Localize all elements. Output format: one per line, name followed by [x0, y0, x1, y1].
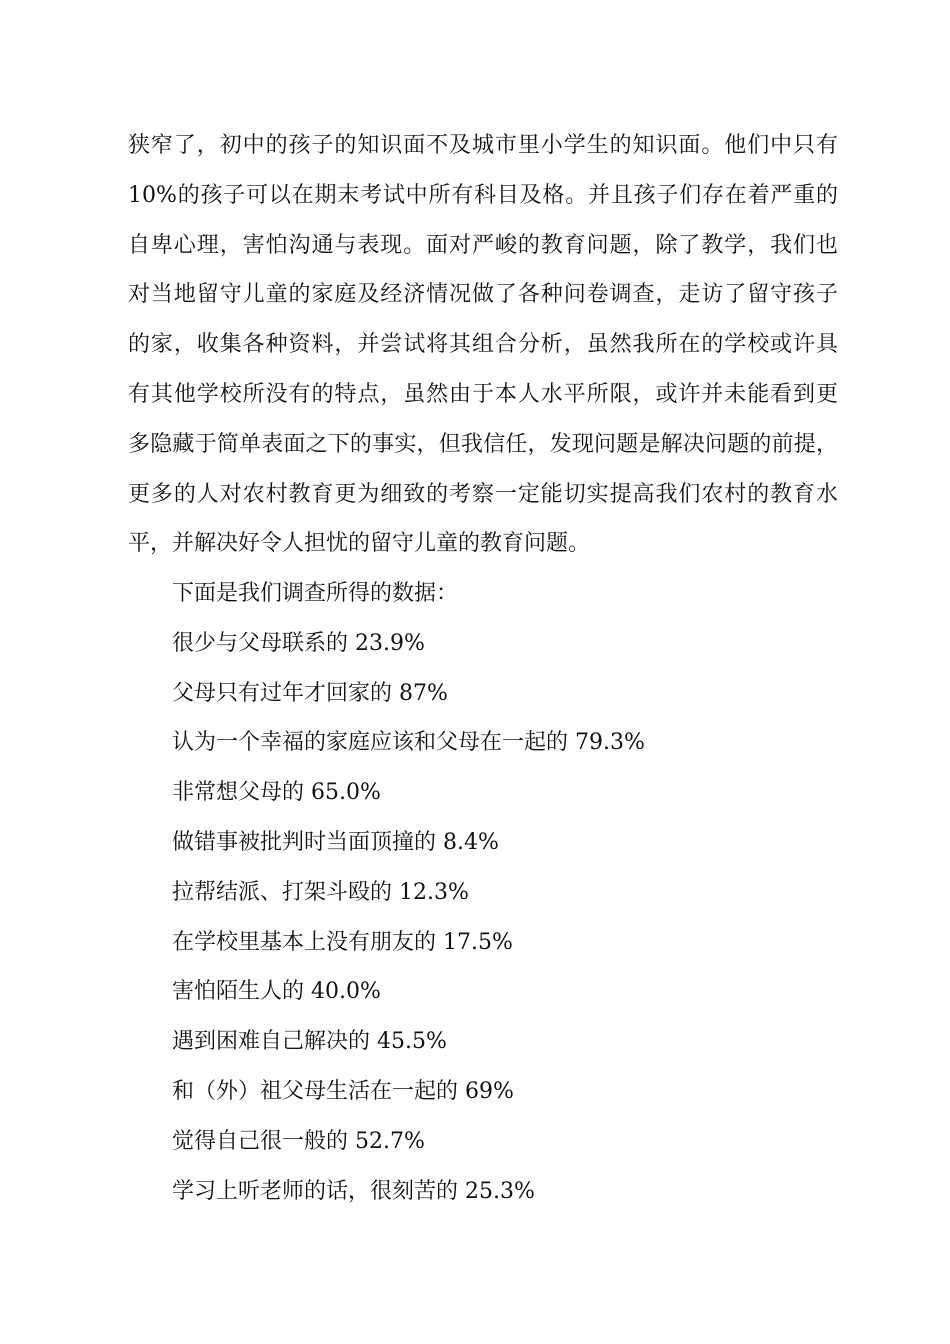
paragraph-line: 的家，收集各种资料，并尝试将其组合分析，虽然我所在的学校或许具 — [128, 332, 838, 358]
survey-item: 和（外）祖父母生活在一起的 69% — [172, 1078, 514, 1104]
survey-item: 非常想父母的 65.0% — [172, 780, 381, 806]
survey-data-list — [172, 569, 832, 1216]
paragraph-line: 对当地留守儿童的家庭及经济情况做了各种问卷调查，走访了留守孩子 — [128, 282, 838, 308]
paragraph-line: 平，并解决好令人担忧的留守儿童的教育问题。 — [128, 531, 591, 557]
survey-item: 做错事被批判时当面顶撞的 8.4% — [172, 829, 499, 855]
survey-item: 在学校里基本上没有朋友的 17.5% — [172, 929, 513, 955]
paragraph-line: 10%的孩子可以在期末考试中所有科目及格。并且孩子们存在着严重的 — [128, 182, 838, 208]
survey-item: 认为一个幸福的家庭应该和父母在一起的 79.3% — [172, 730, 645, 756]
paragraph-line: 多隐藏于简单表面之下的事实，但我信任，发现问题是解决问题的前提， — [128, 431, 838, 457]
survey-item: 觉得自己很一般的 52.7% — [172, 1128, 425, 1154]
paragraph-line: 更多的人对农村教育更为细致的考察一定能切实提高我们农村的教育水 — [128, 481, 838, 507]
survey-item: 害怕陌生人的 40.0% — [172, 979, 381, 1005]
survey-intro: 下面是我们调查所得的数据： — [172, 581, 459, 606]
paragraph-line: 有其他学校所没有的特点，虽然由于本人水平所限，或许并未能看到更 — [128, 381, 838, 407]
survey-item: 学习上听老师的话，很刻苦的 25.3% — [172, 1178, 535, 1204]
survey-item: 父母只有过年才回家的 87% — [172, 680, 448, 706]
paragraph-line: 自卑心理，害怕沟通与表现。面对严峻的教育问题，除了教学，我们也 — [128, 232, 838, 258]
survey-item: 拉帮结派、打架斗殴的 12.3% — [172, 879, 469, 905]
survey-item: 遇到困难自己解决的 45.5% — [172, 1029, 447, 1055]
body-paragraph — [128, 121, 838, 569]
paragraph-line: 狭窄了，初中的孩子的知识面不及城市里小学生的知识面。他们中只有 — [128, 133, 838, 158]
survey-item: 很少与父母联系的 23.9% — [172, 630, 425, 656]
